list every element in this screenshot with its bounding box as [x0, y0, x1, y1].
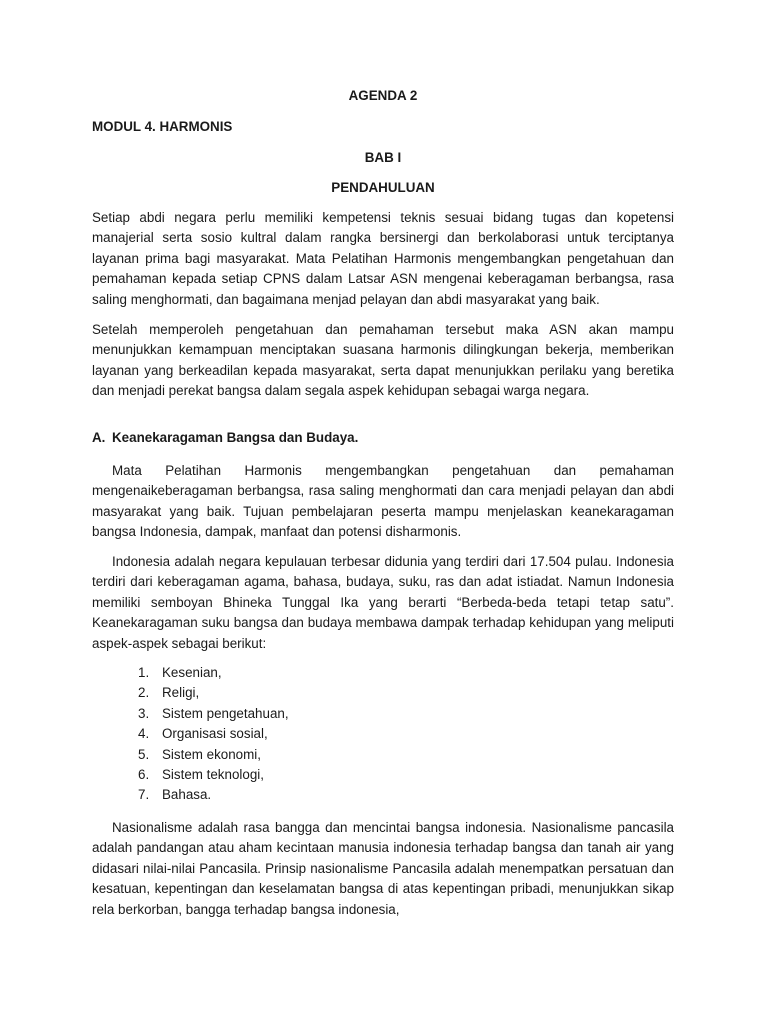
list-item	[138, 683, 289, 703]
module-heading: MODUL 4. HARMONIS	[92, 119, 233, 134]
list-item-number: 1.	[138, 665, 150, 680]
document-page	[92, 0, 674, 1024]
list-item	[138, 745, 289, 765]
paragraph-harmonis: Mata Pelatihan Harmonis mengembangkan pengetahuan dan pemahaman mengenaikeberagaman berbangsa, rasa saling menghormati dan cara menjadi pelayan dan abdi masyarakat yang baik. Tujuan pembelajaran peserta mampu menjelaskan keanekaragaman bangsa Indonesia, dampak, manfaat dan potensi disharmonis.	[92, 463, 674, 540]
list-item-text: Sistem pengetahuan,	[162, 705, 289, 721]
list-item-text: Sistem teknologi,	[162, 766, 264, 782]
agenda-heading: AGENDA 2	[348, 88, 418, 103]
list-item	[138, 704, 289, 724]
list-item-number: 4.	[138, 726, 150, 742]
list-item-number: 5.	[138, 746, 150, 762]
list-item	[138, 724, 289, 744]
section-a-title: Keanekaragaman Bangsa dan Budaya.	[112, 430, 359, 445]
list-item-text: Bahasa.	[162, 787, 212, 803]
list-item-text: Organisasi sosial,	[162, 726, 268, 742]
list-item-number: 2.	[138, 685, 150, 701]
list-item-number: 6.	[138, 766, 150, 782]
list-item	[138, 785, 289, 805]
section-a-heading	[92, 430, 358, 445]
aspect-list	[138, 663, 289, 806]
list-item-text: Kesenian,	[162, 665, 222, 680]
chapter-heading: BAB I	[364, 150, 402, 165]
list-item-number: 7.	[138, 787, 150, 803]
list-item	[138, 765, 289, 785]
chapter-title: PENDAHULUAN	[331, 180, 435, 195]
list-item-text: Sistem ekonomi,	[162, 746, 261, 762]
list-item-text: Religi,	[162, 685, 200, 701]
paragraph-nasionalisme: Nasionalisme adalah rasa bangga dan mencintai bangsa indonesia. Nasionalisme pancasila adalah pandangan atau aham kecintaan manusia indonesia terhadap bangsa dan tanah air yang didasari nilai-nilai Pancasila. Prinsip nasionalisme Pancasila adalah menempatkan persatuan dan kesatuan, kepentingan dan keselamatan bangsa di atas kepentingan pribadi, menunjukkan sikap rela berkorban, bangga terhadap bangsa indonesia,	[92, 820, 674, 917]
paragraph-outcome: Setelah memperoleh pengetahuan dan pemahaman tersebut maka ASN akan mampu menunjukkan kemampuan menciptakan suasana harmonis dilingkungan bekerja, memberikan layanan yang berkeadilan kepada masyarakat, serta dapat menunjukkan perilaku yang beretika dan menjadi perekat bangsa dalam segala aspek kehidupan sebagai warga negara.	[92, 322, 674, 399]
list-item	[138, 663, 289, 683]
paragraph-indonesia: Indonesia adalah negara kepulauan terbesar didunia yang terdiri dari 17.504 pulau. Indonesia terdiri dari keberagaman agama, bahasa, budaya, suku, ras dan adat istiadat. Namun Indonesia memiliki semboyan Bhineka Tunggal Ika yang berarti “Berbeda-beda tetapi tetap satu”. Keanekaragaman suku bangsa dan budaya membawa dampak terhadap kehidupan yang meliputi aspek-aspek sebagai berikut:	[92, 554, 674, 651]
section-a-letter: A.	[92, 430, 106, 445]
list-item-number: 3.	[138, 705, 150, 721]
paragraph-intro: Setiap abdi negara perlu memiliki kempetensi teknis sesuai bidang tugas dan kopetensi manajerial serta sosio kultral dalam rangka bersinergi dan berkolaborasi untuk terciptanya layanan prima bagi masyarakat. Mata Pelatihan Harmonis mengembangkan pengetahuan dan pemahaman kepada setiap CPNS dalam Latsar ASN mengenai keberagaman berbangsa, rasa saling menghormati, dan bagaimana menjad pelayan dan abdi masyarakat yang baik.	[92, 210, 674, 307]
